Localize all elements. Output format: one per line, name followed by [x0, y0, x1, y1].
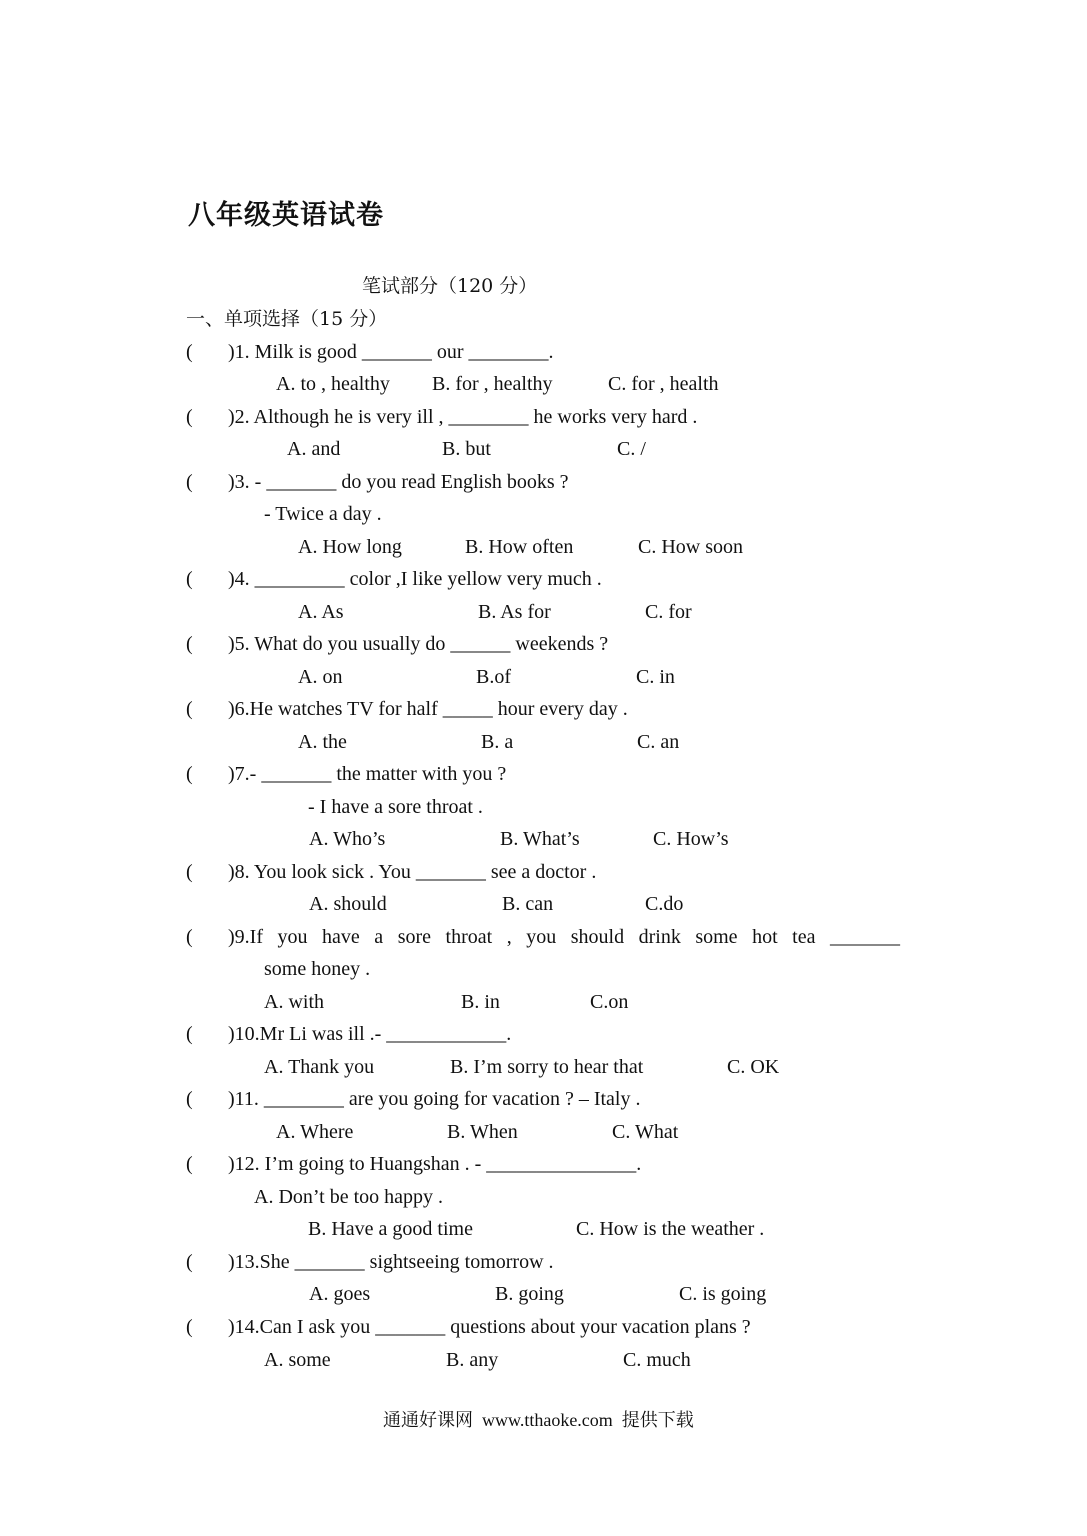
answer-bracket: ( [186, 1023, 193, 1045]
question-14-option-b: B. any [446, 1349, 499, 1371]
question-9-word: sore [397, 926, 432, 948]
question-2-option-c: C. / [617, 438, 646, 460]
question-7-option-b: B. What’s [500, 828, 580, 850]
question-1-option-a: A. to , healthy [276, 373, 390, 395]
question-9-word: _______ [829, 926, 900, 948]
question-9-stem [228, 925, 900, 949]
question-2-stem: )2. Although he is very ill , ________ he works very hard . [228, 406, 698, 428]
question-9-word: drink [638, 926, 681, 948]
question-11-stem: )11. ________ are you going for vacation ? – Italy . [228, 1088, 641, 1110]
question-9-option-b: B. in [461, 991, 500, 1013]
question-12-option-a: A. Don’t be too happy . [254, 1186, 444, 1208]
question-9-word: hot [752, 926, 778, 948]
question-12-stem: )12. I’m going to Huangshan . - _______________. [228, 1153, 642, 1175]
question-5-option-a: A. on [298, 666, 343, 688]
answer-bracket: ( [186, 568, 193, 590]
question-2-option-a: A. and [287, 438, 341, 460]
question-6-option-c: C. an [637, 731, 680, 753]
part1-heading: 一、单项选择（15 分） [186, 308, 388, 330]
question-13-stem: )13.She _______ sightseeing tomorrow . [228, 1251, 554, 1273]
question-14-stem: )14.Can I ask you _______ questions about your vacation plans ? [228, 1316, 751, 1338]
question-5-stem: )5. What do you usually do ______ weekends ? [228, 633, 609, 655]
question-10-option-a: A. Thank you [264, 1056, 375, 1078]
page-footer: 通通好课网 www.tthaoke.com 提供下载 [383, 1410, 694, 1430]
question-11-option-a: A. Where [276, 1121, 354, 1143]
question-9-word: tea [792, 926, 816, 948]
question-11-option-b: B. When [447, 1121, 518, 1143]
question-1-stem: )1. Milk is good _______ our ________. [228, 341, 554, 363]
question-8-option-b: B. can [502, 893, 554, 915]
question-2-option-b: B. but [442, 438, 491, 460]
question-9-word: a [374, 926, 384, 948]
answer-bracket: ( [186, 341, 193, 363]
answer-bracket: ( [186, 926, 193, 948]
question-13-option-c: C. is going [679, 1283, 767, 1305]
question-4-stem: )4. _________ color ,I like yellow very much . [228, 568, 602, 590]
question-9-word: you [526, 926, 557, 948]
answer-bracket: ( [186, 861, 193, 883]
question-4-option-a: A. As [298, 601, 344, 623]
question-1-option-c: C. for , health [608, 373, 719, 395]
question-10-option-b: B. I’m sorry to hear that [450, 1056, 644, 1078]
question-5-option-b: B.of [476, 666, 511, 688]
page-title: 八年级英语试卷 [188, 200, 384, 231]
question-12-option-b: B. Have a good time [308, 1218, 473, 1240]
answer-bracket: ( [186, 1316, 193, 1338]
answer-bracket: ( [186, 763, 193, 785]
question-6-option-b: B. a [481, 731, 514, 753]
question-10-option-c: C. OK [727, 1056, 780, 1078]
question-3-option-b: B. How often [465, 536, 574, 558]
section-heading-written: 笔试部分（120 分） [362, 275, 538, 297]
question-9-word: have [322, 926, 360, 948]
question-5-option-c: C. in [636, 666, 675, 688]
question-9-word: should [570, 926, 625, 948]
question-14-option-c: C. much [623, 1349, 691, 1371]
question-7-option-c: C. How’s [653, 828, 729, 850]
question-1-option-b: B. for , healthy [432, 373, 553, 395]
question-9-word: you [277, 926, 308, 948]
question-11-option-c: C. What [612, 1121, 679, 1143]
question-3-reply: - Twice a day . [264, 503, 382, 525]
question-9-word: , [506, 926, 512, 948]
question-10-stem: )10.Mr Li was ill .- ____________. [228, 1023, 512, 1045]
question-14-option-a: A. some [264, 1349, 331, 1371]
question-7-option-a: A. Who’s [309, 828, 386, 850]
answer-bracket: ( [186, 698, 193, 720]
question-13-option-b: B. going [495, 1283, 564, 1305]
question-3-option-a: A. How long [298, 536, 402, 558]
answer-bracket: ( [186, 1088, 193, 1110]
question-9-stem-continued: some honey . [264, 958, 371, 980]
question-9-option-c: C.on [590, 991, 629, 1013]
question-9-word: )9.If [228, 926, 263, 948]
question-8-option-c: C.do [645, 893, 684, 915]
question-7-stem: )7.- _______ the matter with you ? [228, 763, 507, 785]
question-3-option-c: C. How soon [638, 536, 744, 558]
question-7-reply: - I have a sore throat . [308, 796, 483, 818]
question-9-word: throat [445, 926, 493, 948]
question-8-option-a: A. should [309, 893, 387, 915]
question-9-option-a: A. with [264, 991, 324, 1013]
question-6-stem: )6.He watches TV for half _____ hour every day . [228, 698, 628, 720]
question-12-option-c: C. How is the weather . [576, 1218, 765, 1240]
question-8-stem: )8. You look sick . You _______ see a doctor . [228, 861, 597, 883]
answer-bracket: ( [186, 633, 193, 655]
answer-bracket: ( [186, 406, 193, 428]
question-13-option-a: A. goes [309, 1283, 371, 1305]
question-3-stem: )3. - _______ do you read English books ? [228, 471, 569, 493]
answer-bracket: ( [186, 1251, 193, 1273]
answer-bracket: ( [186, 1153, 193, 1175]
question-4-option-b: B. As for [478, 601, 551, 623]
question-4-option-c: C. for [645, 601, 692, 623]
answer-bracket: ( [186, 471, 193, 493]
question-9-word: some [695, 926, 738, 948]
question-6-option-a: A. the [298, 731, 347, 753]
